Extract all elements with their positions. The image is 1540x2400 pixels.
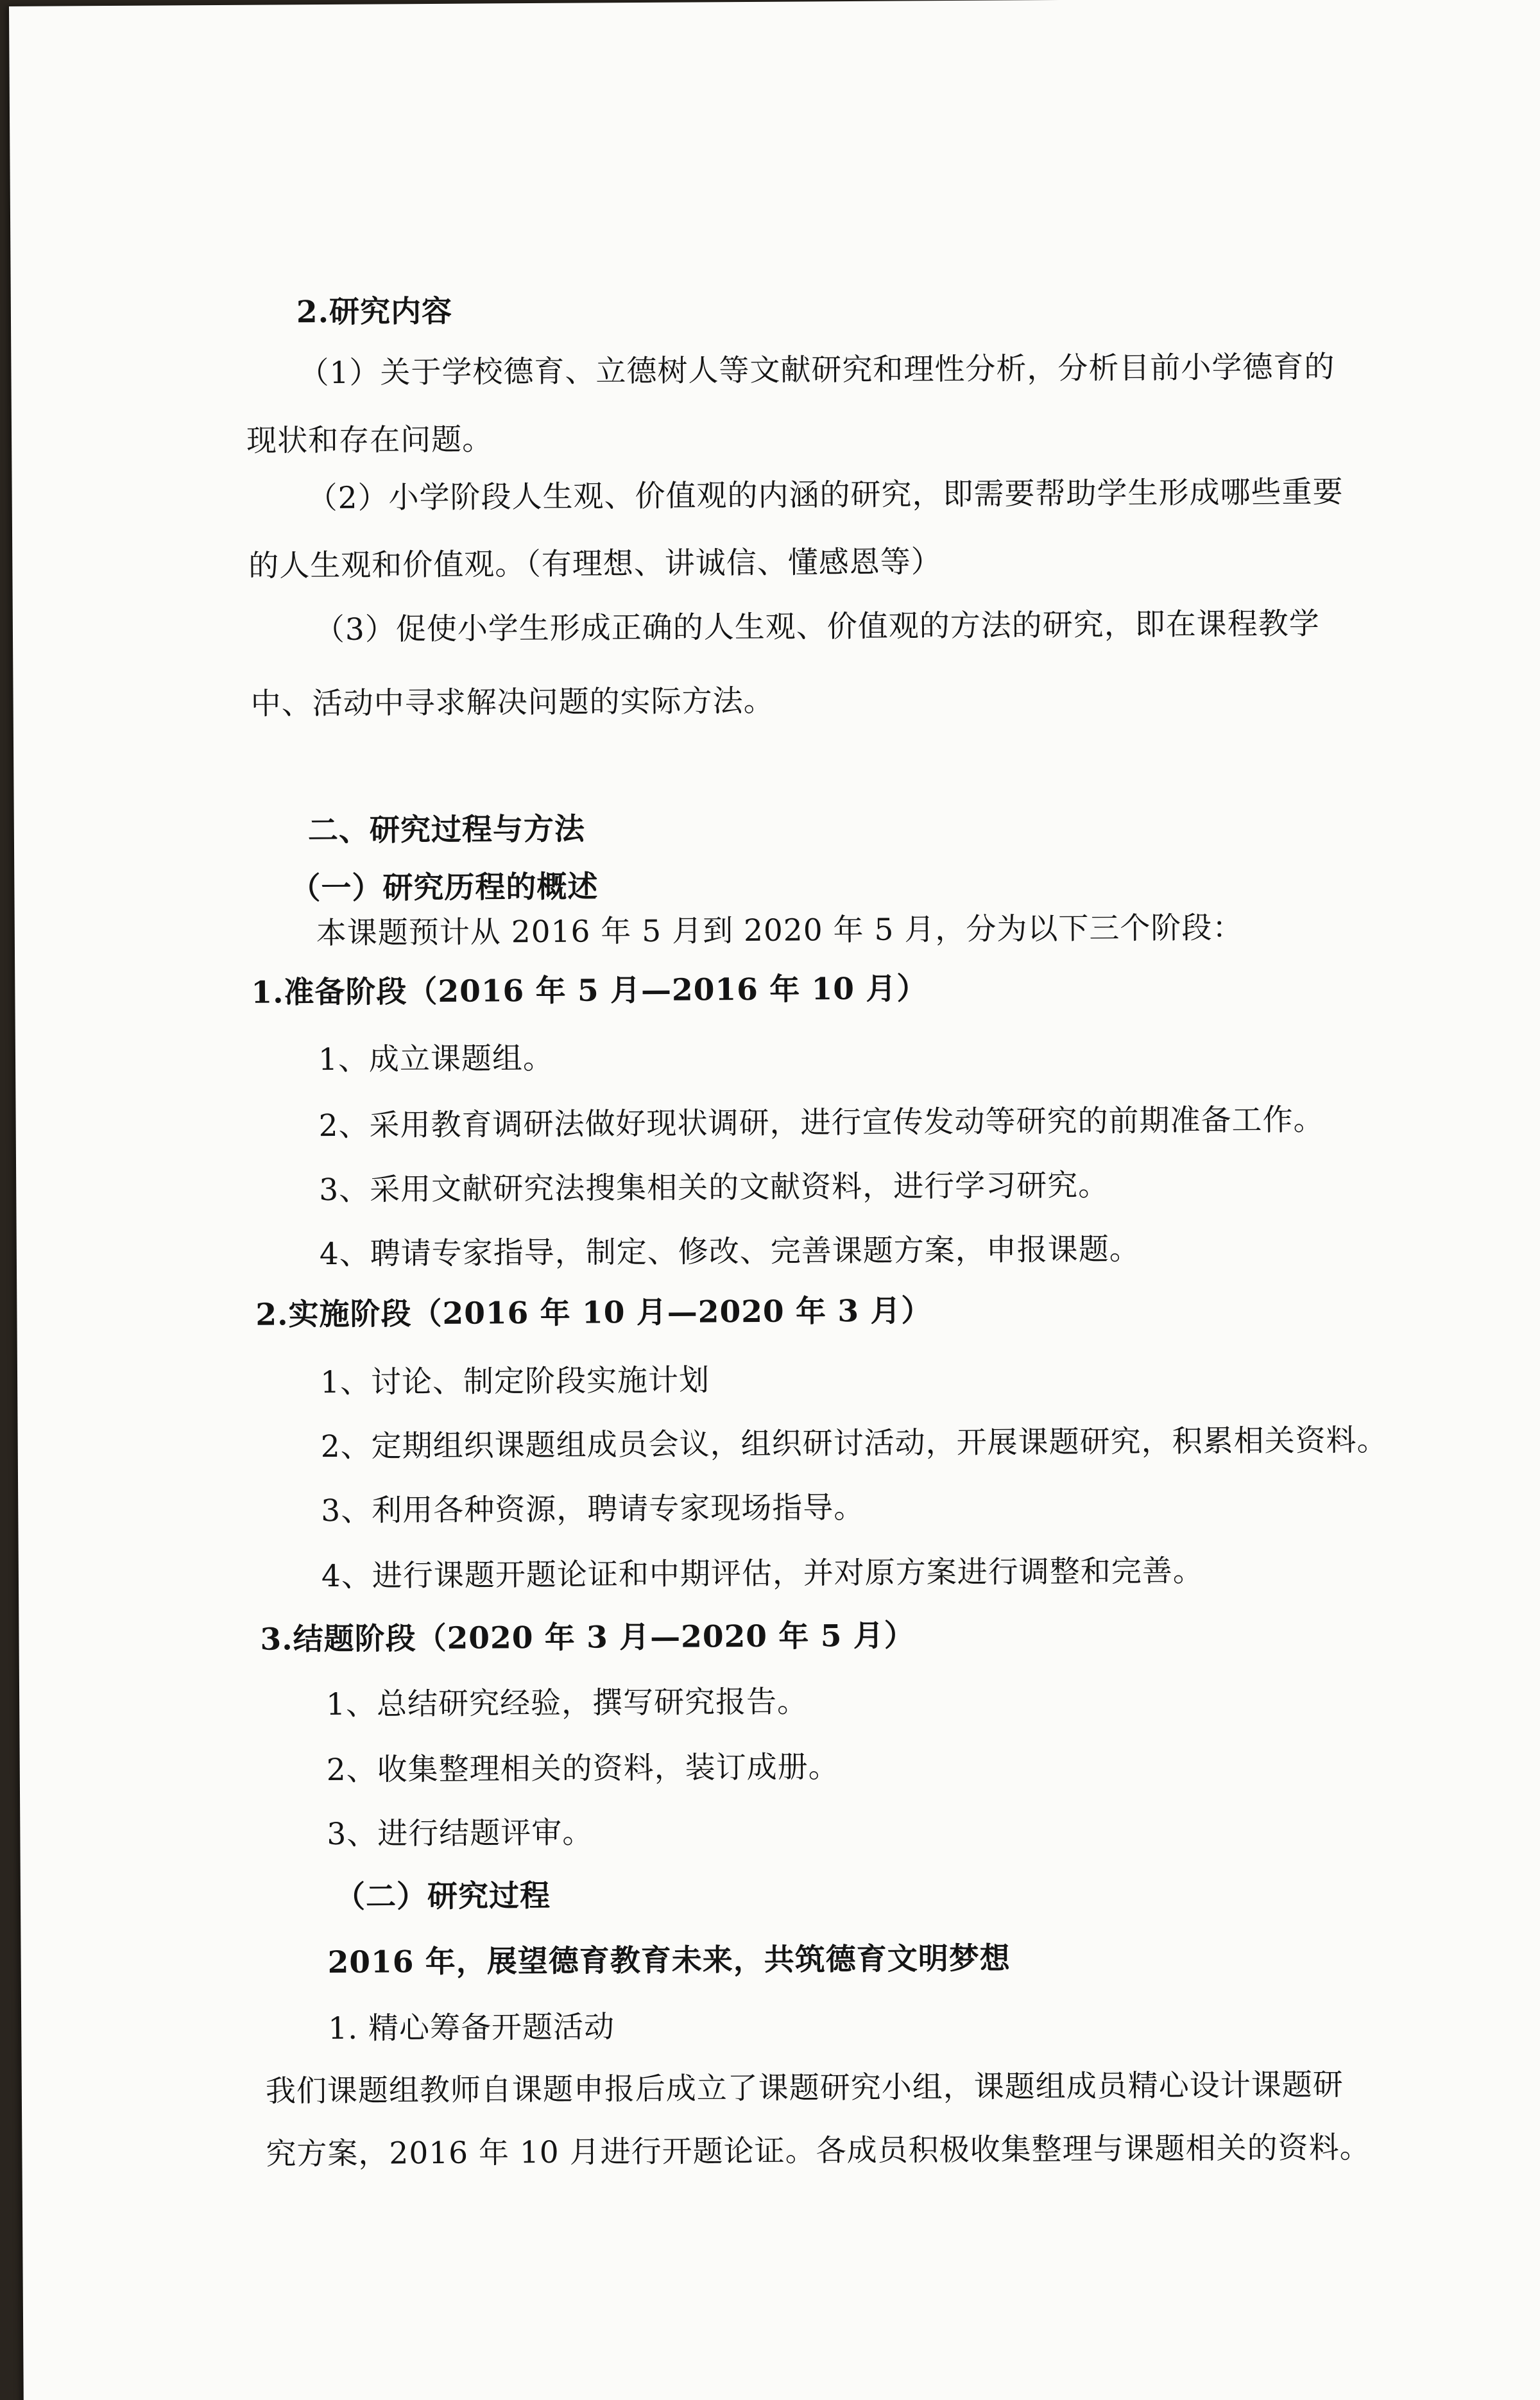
stage-2-item-1: 1、讨论、制定阶段实施计划 (320, 1362, 710, 1401)
stage-1-item-3: 3、采用文献研究法搜集相关的文献资料，进行学习研究。 (319, 1167, 1109, 1208)
stage-2-item-2: 2、定期组织课题组成员会议，组织研讨活动，开展课题研究，积累相关资料。 (320, 1422, 1388, 1465)
stage-2-title: 2.实施阶段（2016 年 10 月—2020 年 3 月） (255, 1293, 932, 1333)
stages-intro: 本课题预计从 2016 年 5 月到 2020 年 5 月，分为以下三个阶段： (316, 910, 1244, 952)
final-paragraph-line-2: 究方案，2016 年 10 月进行开题论证。各成员积极收集整理与课题相关的资料。 (266, 2130, 1371, 2172)
stage-2-item-3: 3、利用各种资源，聘请专家现场指导。 (321, 1489, 865, 1529)
content-item-1-continuation: 现状和存在问题。 (246, 422, 493, 459)
content-item-3-continuation: 中、活动中寻求解决问题的实际方法。 (250, 683, 774, 722)
activity-heading: 1. 精心筹备开题活动 (328, 2009, 615, 2047)
stage-2-item-4: 4、进行课题开题论证和中期评估，并对原方案进行调整和完善。 (321, 1553, 1204, 1595)
content-item-1-first-line: （1）关于学校德育、立德树人等文献研究和理性分析，分析目前小学德育的 (298, 349, 1335, 391)
stage-3-item-3: 3、进行结题评审。 (327, 1815, 594, 1853)
content-item-2-first-line: （2）小学阶段人生观、价值观的内涵的研究，即需要帮助学生形成哪些重要 (307, 474, 1344, 517)
stage-1-item-1: 1、成立课题组。 (318, 1040, 554, 1078)
stage-1-item-2: 2、采用教育调研法做好现状调研，进行宣传发动等研究的前期准备工作。 (318, 1102, 1324, 1144)
subsection-two-title: （二）研究过程 (334, 1878, 551, 1915)
stage-1-item-4: 4、聘请专家指导，制定、修改、完善课题方案，申报课题。 (319, 1231, 1140, 1273)
document-page (9, 0, 1540, 2400)
stage-3-item-1: 1、总结研究经验，撰写研究报告。 (326, 1684, 809, 1723)
stage-3-item-2: 2、收集整理相关的资料，装订成册。 (326, 1749, 839, 1788)
section-two-title: 二、研究过程与方法 (307, 811, 586, 849)
content-heading: 2.研究内容 (296, 293, 453, 330)
subsection-one-title: （一）研究历程的概述 (290, 869, 599, 907)
year-heading: 2016 年，展望德育教育未来，共筑德育文明梦想 (327, 1941, 1011, 1981)
final-paragraph-line-1: 我们课题组教师自课题申报后成立了课题研究小组，课题组成员精心设计课题研 (265, 2067, 1344, 2109)
content-item-3-first-line: （3）促使小学生形成正确的人生观、价值观的方法的研究，即在课程教学 (314, 606, 1320, 648)
stage-1-title: 1.准备阶段（2016 年 5 月—2016 年 10 月） (251, 971, 928, 1011)
stage-3-title: 3.结题阶段（2020 年 3 月—2020 年 5 月） (260, 1618, 915, 1658)
content-item-2-continuation: 的人生观和价值观。（有理想、讲诚信、懂感恩等） (248, 544, 942, 584)
